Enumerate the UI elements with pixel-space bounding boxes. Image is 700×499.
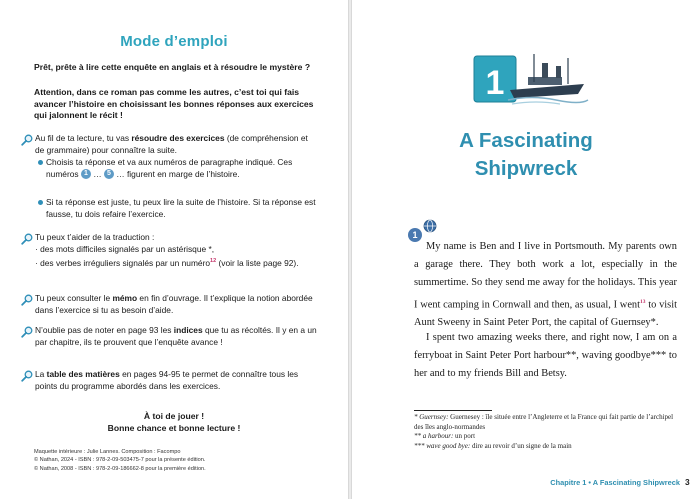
- globe-icon: [423, 219, 437, 233]
- item3-pre: Tu peux consulter le: [35, 293, 113, 303]
- instruction-clues: [35, 325, 317, 348]
- intro-paragraph-1: Prêt, prête à lire cette enquête en anglais et à résoudre le mystère ?: [34, 62, 311, 72]
- item3-bold: mémo: [112, 293, 138, 303]
- instruction-translation: Tu peux t’aider de la traduction :: [35, 232, 155, 242]
- item2-line2-a: · des verbes irréguliers signalés par un numéro: [35, 257, 211, 268]
- footnote-term: ** a harbour:: [414, 432, 454, 441]
- item4-pre: N’oublie pas de noter en page 93 les: [35, 325, 174, 335]
- p1-text-post: to visit Aunt Sweeny in Saint Peter Port, the capital of Guernsey*.: [414, 299, 677, 329]
- story-paragraph-1: [414, 238, 677, 332]
- translation-irregular-verbs-line: [35, 256, 317, 269]
- superscript-number: 12: [210, 258, 217, 264]
- chapter-number: 1: [485, 64, 505, 102]
- bullet-answer-check: Si ta réponse est juste, tu peux lire la suite de l’histoire. Si ta réponse est fausse, tu dois refaire l’exercice.: [46, 197, 316, 219]
- page-title: Mode d’emploi: [120, 33, 228, 50]
- bullet1-text-b: … figurent en marge de l’histoire.: [116, 168, 240, 179]
- chapter-emblem: [472, 50, 590, 110]
- item1-text-post: (de compréhension et de grammaire) pour connaître la suite.: [35, 133, 308, 155]
- chapter-title-line-1: A Fascinating: [459, 129, 593, 152]
- footnotes: [414, 413, 682, 452]
- item2-line2-b: (voir la liste page 92).: [216, 257, 299, 268]
- running-footer: Chapitre 1 • A Fascinating Shipwreck: [550, 478, 680, 487]
- magnifier-icon: [21, 233, 33, 245]
- credits: [34, 448, 324, 473]
- item1-text-bold: résoudre des exercices: [131, 133, 225, 143]
- footnote-term: *** wave good bye:: [414, 442, 471, 451]
- magnifier-icon: [21, 370, 33, 382]
- bullet-dot: [38, 160, 43, 165]
- p1-text: My name is Ben and I live in Portsmouth. My parents own a garage there. They both work a lot, especially in the summertime. So they send me away for the holidays. This year I went camping in Cornwall and then, as usual, I went: [414, 241, 677, 311]
- item4-bold: indices: [173, 325, 203, 335]
- item1-text-pre: Au fil de ta lecture, tu vas: [35, 133, 132, 143]
- footnote: [414, 442, 682, 452]
- magnifier-icon: [21, 134, 33, 146]
- item5-post: en pages 94-95 te permet de connaître tous les points du programme abordés dans les exercices.: [35, 369, 299, 391]
- footnote: [414, 413, 682, 432]
- footnote-def: Guernesey : île située entre l’Angleterre et la France qui fait partie de l’archipel des îles anglo-normandes: [414, 413, 674, 431]
- item3-post: en fin d’ouvrage. Il t’explique la notion abordée dans l’exercice si tu as besoin d’aide.: [35, 293, 313, 315]
- superscript-number: 13: [640, 298, 646, 305]
- magnifier-icon: [21, 294, 33, 306]
- closing-line-2: Bonne chance et bonne lecture !: [107, 423, 241, 433]
- footnote: [414, 432, 682, 442]
- page-number: 3: [685, 477, 690, 487]
- credit-line: Maquette intérieure : Julie Lannes. Composition : Facompo: [34, 449, 181, 455]
- translation-asterisk-line: · des mots difficiles signalés par un astérisque *,: [35, 244, 215, 254]
- bullet-choose-answer: [46, 157, 316, 180]
- footnote-rule: [414, 410, 492, 411]
- item5-bold: table des matières: [46, 369, 120, 379]
- chapter-title-line-2: Shipwreck: [474, 157, 578, 180]
- instruction-memo: [35, 293, 317, 316]
- bullet1-text-a: Choisis ta réponse et va aux numéros de paragraphe indiqué. Ces numéros: [46, 157, 293, 179]
- paragraph-number-badge: 5: [104, 169, 114, 179]
- item5-pre: La: [35, 369, 47, 379]
- footnote-def: dire au revoir d’un signe de la main: [470, 442, 572, 451]
- left-page: [0, 0, 348, 499]
- paragraph-number-badge: 1: [81, 169, 91, 179]
- intro-paragraph-2: Attention, dans ce roman pas comme les autres, c’est toi qui fais avancer l’histoire en choisissant les bonnes réponses aux exercices qui jalonnent le récit !: [34, 87, 314, 120]
- section-number-badge: 1: [408, 228, 422, 242]
- bullet1-ellipsis: …: [93, 168, 102, 179]
- item4-post: que tu as récoltés. Il y en a un par chapitre, ils te prouvent que l’enquête avance !: [35, 325, 317, 347]
- right-page: [352, 0, 700, 499]
- credit-line: © Nathan, 2008 - ISBN : 978-2-09-186662-8 pour la première édition.: [34, 465, 206, 472]
- story-paragraph-2: [414, 329, 677, 384]
- ship-icon: [508, 54, 588, 104]
- closing-line-1: À toi de jouer !: [143, 411, 205, 421]
- instruction-exercises: [35, 133, 317, 156]
- p2-text: I spent two amazing weeks there, and right now, I am on a ferryboat in Saint Peter Port harbour**, waving goodbye*** to her and to my friends Bill and Betsy.: [414, 332, 677, 380]
- instruction-table-of-contents: [35, 369, 317, 392]
- bullet-dot: [38, 200, 43, 205]
- credit-line: © Nathan, 2024 - ISBN : 978-2-09-503475-7 pour la présente édition.: [34, 457, 206, 464]
- magnifier-icon: [21, 326, 33, 338]
- footnote-def: un port: [453, 432, 476, 441]
- footnote-term: * Guernsey:: [414, 413, 449, 421]
